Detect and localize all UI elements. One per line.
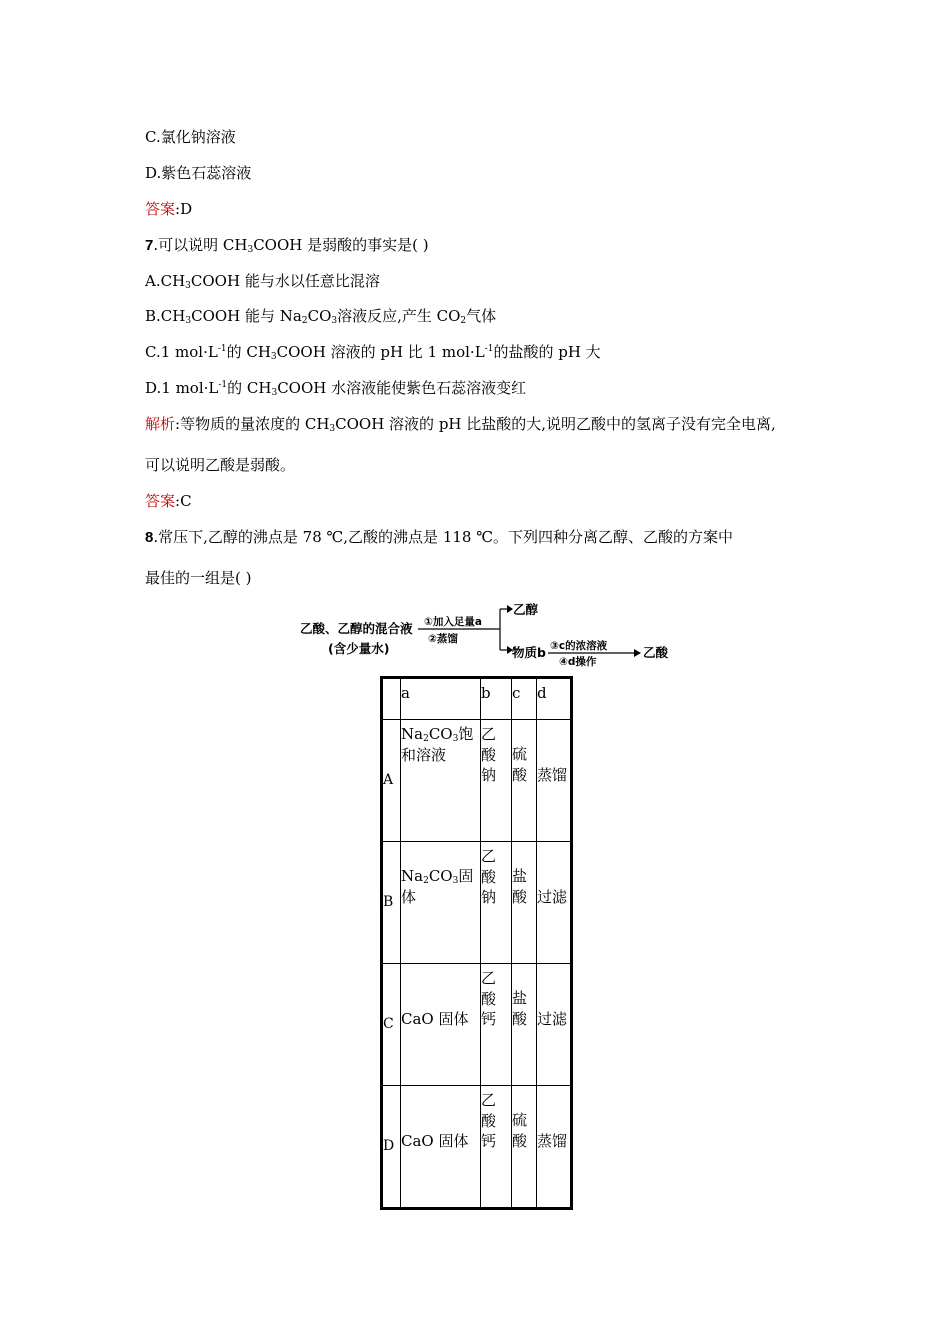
- table-header-row: [382, 678, 572, 720]
- cell-d: 蒸馏: [537, 1086, 572, 1209]
- substance-b: 物质b: [512, 645, 546, 660]
- arrow-head-right: [634, 649, 641, 657]
- table-row: [382, 720, 572, 842]
- q8-stem-line-2: 最佳的一组是( ): [145, 569, 252, 587]
- analysis-label: 解析: [145, 415, 176, 433]
- table-row: [382, 842, 572, 964]
- step3-label: ③c的浓溶液: [550, 640, 608, 652]
- cell-d: 过滤: [537, 964, 572, 1086]
- q7-option-c: C.1 $mol\cdot L^{-1}$的 $CH_3COOH$ 溶液的 pH 比 1 $mol\cdot L^{-1}$的盐酸的 pH 大: [145, 343, 601, 362]
- row-label: A: [382, 720, 401, 842]
- table-row: [382, 1086, 572, 1209]
- header-cell: b: [481, 678, 512, 720]
- header-cell: [382, 678, 401, 720]
- q7-option-b: $B.CH_3COOH$ 能与 $Na_2CO_3$溶液反应,产生 $CO_2$气体: [145, 307, 497, 326]
- q8-stem-line-1: 8.常压下,乙醇的沸点是 78 ℃,乙酸的沸点是 118 ℃。下列四种分离乙醇、乙酸的方案中: [145, 528, 734, 546]
- cell-b: 乙酸钙: [481, 964, 512, 1086]
- options-table: [380, 676, 573, 1210]
- step1-label: ①加入足量a: [424, 616, 482, 628]
- cell-c: 盐酸: [512, 964, 537, 1086]
- cell-a: $Na_2CO_3$饱 和溶液: [401, 720, 481, 842]
- q6-option-d: D.紫色石蕊溶液: [145, 164, 252, 182]
- header-cell: d: [537, 678, 572, 720]
- cell-a: CaO 固体: [401, 1086, 481, 1209]
- answer-label: 答案: [145, 200, 176, 218]
- mixture-note: (含少量水): [328, 641, 390, 656]
- cell-d: 蒸馏: [537, 720, 572, 842]
- step4-label: ④d操作: [559, 656, 597, 668]
- question-number: 8: [145, 529, 154, 546]
- q7-option-a: $A.CH_3COOH$ 能与水以任意比混溶: [145, 272, 380, 291]
- answer-label: 答案: [145, 492, 176, 510]
- q7-analysis-line-1: 解析:等物质的量浓度的 $CH_3COOH$ 溶液的 pH 比盐酸的大,说明乙酸中的氢离子没有完全电离,: [145, 415, 776, 434]
- cell-a: $Na_2CO_3$固 体: [401, 842, 481, 964]
- mixture-label: 乙酸、乙醇的混合液: [300, 621, 413, 636]
- cell-b: 乙酸钙: [481, 1086, 512, 1209]
- row-label: D: [382, 1086, 401, 1209]
- table-row: [382, 964, 572, 1086]
- header-cell: a: [401, 678, 481, 720]
- q7-stem: 7.可以说明 $CH_3COOH$ 是弱酸的事实是( ): [145, 236, 429, 255]
- cell-c: 硫酸: [512, 720, 537, 842]
- separation-flow-diagram: [300, 598, 680, 666]
- product-acetic-acid: 乙酸: [643, 645, 669, 660]
- cell-a: CaO 固体: [401, 964, 481, 1086]
- question-number: 7: [145, 237, 154, 254]
- row-label: B: [382, 842, 401, 964]
- step2-label: ②蒸馏: [428, 633, 458, 645]
- cell-c: 硫酸: [512, 1086, 537, 1209]
- q6-answer: 答案:D: [145, 200, 193, 218]
- product-ethanol: 乙醇: [513, 602, 539, 617]
- q7-analysis-line-2: 可以说明乙酸是弱酸。: [145, 456, 296, 474]
- cell-b: 乙酸钠: [481, 720, 512, 842]
- cell-d: 过滤: [537, 842, 572, 964]
- header-cell: c: [512, 678, 537, 720]
- row-label: C: [382, 964, 401, 1086]
- cell-c: 盐酸: [512, 842, 537, 964]
- q7-option-d: D.1 $mol\cdot L^{-1}$的 $CH_3COOH$ 水溶液能使紫色石蕊溶液变红: [145, 379, 527, 398]
- q7-answer: 答案:C: [145, 492, 192, 510]
- q6-option-c: C.氯化钠溶液: [145, 128, 236, 146]
- cell-b: 乙酸钠: [481, 842, 512, 964]
